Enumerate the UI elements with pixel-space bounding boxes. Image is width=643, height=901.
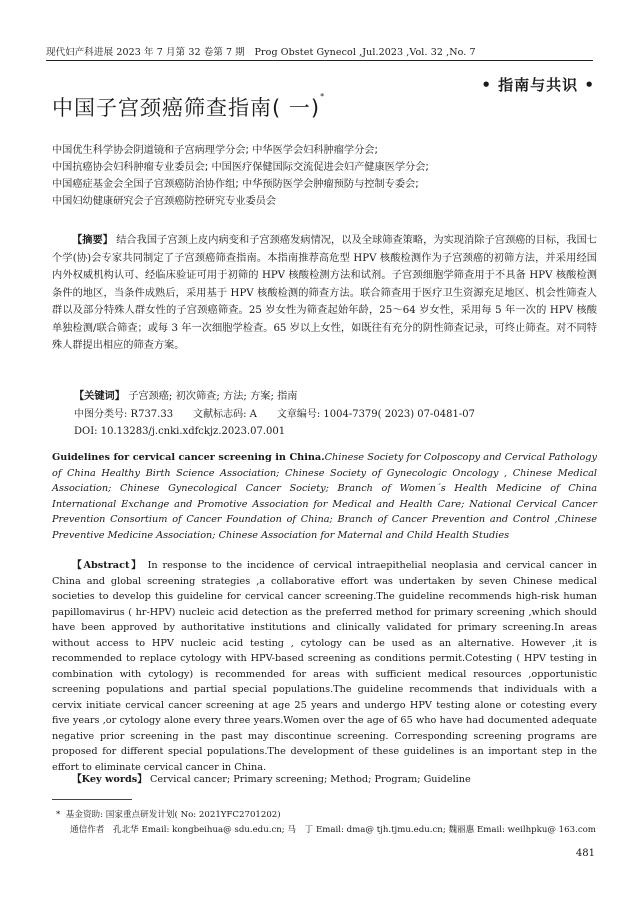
classification-line: 中图分类号: R737.33 文献标志码: A 文章编号: 1004-7379( 2023) 07-0481-07 bbox=[74, 409, 475, 420]
keywords-en-label: 【Key words】 bbox=[72, 774, 147, 785]
keywords-en bbox=[52, 772, 597, 788]
abstract-en-text: In response to the incidence of cervical intraepithelial neoplasia and cervical cancer in China and global screening strategies ,a collaborative effort was undertaken by seven Chinese medical societies to develop this guideline for cervical cancer screening.The guideline recommends high-risk human papillomavirus ( hr-HPV) nucleic acid detection as the preferred method for primary screening ,which should have been approved by authoritative institutions and clinically validated for primary screening.In areas without access to HPV nucleic acid testing , cytology can be used as an alternative. However ,it is recommended to replace cytology with HPV-based screening as conditions permit.Cotesting ( HPV testing in combination with cytology) is recommended for areas with sufficient medical resources ,opportunistic screening populations and partial special populations.The guideline recommends that individuals with a cervix initiate cervical cancer screening at age 25 years and undergo HPV testing alone or cotesting every five years ,or cytology alone every three years.Women over the age of 65 who have had documented adequate negative prior screening in the past may discontinue screening. Corresponding screening programs are proposed for different special populations.The development of these guidelines is an important step in the effort to eliminate cervical cancer in China. bbox=[52, 560, 597, 773]
article-title bbox=[52, 92, 325, 122]
keywords-zh-label: 【关键词】 bbox=[74, 391, 125, 402]
org-line: 中国抗癌协会妇科肿瘤专业委员会; 中国医疗保健国际交流促进会妇产健康医学分会; bbox=[52, 162, 429, 173]
org-line: 中国优生科学协会阴道镜和子宫病理学分会; 中华医学会妇科肿瘤学分会; bbox=[52, 145, 378, 156]
abstract-zh bbox=[52, 232, 597, 355]
org-line: 中国妇幼健康研究会子宫颈癌防控研究专业委员会 bbox=[52, 196, 277, 207]
abstract-en-label: 【Abstract】 bbox=[72, 560, 143, 571]
footnote-rule bbox=[52, 799, 132, 800]
org-line: 中国癌症基金会全国子宫颈癌防治协作组; 中华预防医学会肿瘤预防与控制专委会; bbox=[52, 179, 419, 190]
english-title: Guidelines for cervical cancer screening in China. bbox=[52, 452, 325, 463]
funding-text: 基金资助: 国家重点研发计划( No: 2021YFC2701202) bbox=[65, 810, 281, 820]
english-authors: Chinese Society for Colposcopy and Cervical Pathology of China Healthy Birth Science Association; Chinese Society of Gynecologic Oncology , Chinese Medical Association; Chinese Gynecological Cancer Society; Branch of Women´s Health Medicine of China International Exchange and Promotive Association for Medical and Health Care; National Cervical Cancer Prevention Consortium of Cancer Foundation of China; Branch of Cancer Prevention and Control ,Chinese Preventive Medicine Association; Chinese Association for Maternal and Child Health Studies bbox=[52, 452, 597, 541]
abstract-en bbox=[52, 558, 597, 775]
column-label: • 指南与共识 • bbox=[481, 76, 595, 94]
title-footnote-mark: * bbox=[320, 92, 326, 101]
abstract-zh-label: 【摘要】 bbox=[72, 235, 113, 246]
running-head: 现代妇产科进展 2023 年 7 月第 32 卷第 7 期 Prog Obstet Gynecol ,Jul.2023 ,Vol. 32 ,No. 7 bbox=[46, 47, 476, 58]
correspondence-note: 通信作者 孔北华 Email: kongbeihua@ sdu.edu.cn; 马 丁 Email: dma@ tjh.tjmu.edu.cn; 魏丽惠 Email: weilhpku@ 163.com bbox=[70, 825, 596, 835]
funding-note bbox=[56, 808, 596, 823]
abstract-zh-text: 结合我国子宫颈上皮内病变和子宫颈癌发病情况，以及全球筛查策略，为实现消除子宫颈癌的目标，我国七个学(协)会专家共同制定了子宫颈癌筛查指南。本指南推荐高危型 HPV 核酸检测作为子宫颈癌的初筛方法，并采用经国内外权威机构认可、经临床验证可用于初筛的 HPV 核酸检测方法和试剂。子宫颈细胞学筛查用于不具备 HPV 核酸检测条件的地区，当条件成熟后，采用基于 HPV 核酸检测的筛查方法。联合筛查用于医疗卫生资源充足地区、机会性筛查人群以及部分特殊人群女性的子宫颈癌筛查。25 岁女性为筛查起始年龄，25～64 岁女性，采用每 5 年一次的 HPV 核酸单独检测/联合筛查；或每 3 年一次细胞学检查。65 岁以上女性，如既往有充分的阴性筛查记录，可终止筛查。对不同特殊人群提出相应的筛查方案。 bbox=[52, 235, 597, 351]
header-rule bbox=[46, 60, 593, 61]
doi-line: DOI: 10.13283/j.cnki.xdfckjz.2023.07.001 bbox=[74, 426, 286, 437]
english-title-block bbox=[52, 450, 597, 543]
keywords-zh-text: 子宫颈癌; 初次筛查; 方法; 方案; 指南 bbox=[128, 391, 298, 402]
footnote-mark: * bbox=[56, 810, 61, 820]
keywords-en-text: Cervical cancer; Primary screening; Method; Program; Guideline bbox=[149, 774, 471, 785]
title-text: 中国子宫颈癌筛查指南( 一) bbox=[52, 96, 321, 120]
organizations bbox=[52, 142, 612, 210]
keywords-zh bbox=[74, 388, 594, 406]
page-number: 481 bbox=[575, 848, 595, 859]
footnote bbox=[56, 808, 596, 838]
